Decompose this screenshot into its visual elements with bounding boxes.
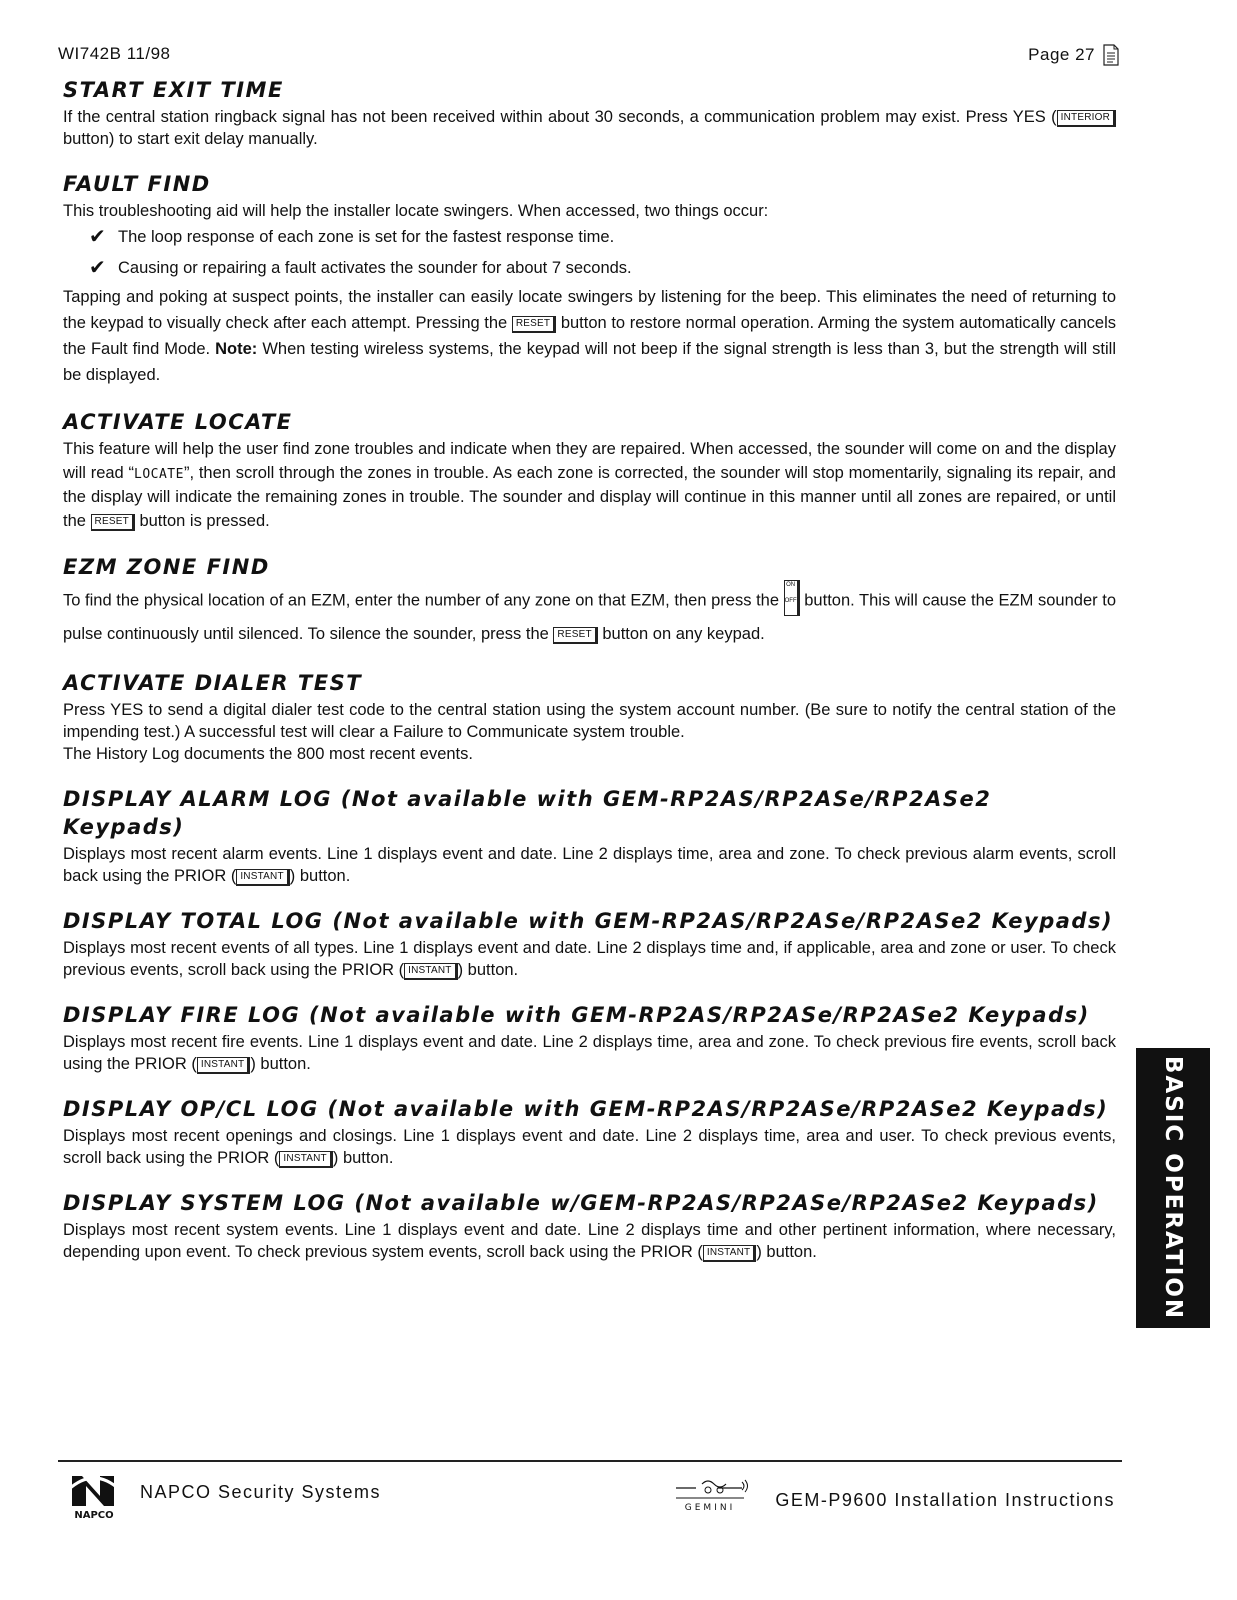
key-label-on: ON xyxy=(786,582,796,588)
section-text xyxy=(63,1031,1116,1075)
section-intro: This troubleshooting aid will help the installer locate swingers. When accessed, two things occur: xyxy=(63,202,769,220)
section-display-total-log xyxy=(63,907,1116,981)
text-run: ”, then scroll through the zones in trouble. As each zone is corrected, the sounder will stop momentarily, signaling its repair, and the display will indicate the remaining zones in trouble. The sounder and display will continue in this manner until all zones are repaired, or until the xyxy=(63,463,1116,530)
page-number xyxy=(1028,44,1119,66)
text-run: Displays most recent openings and closings. Line 1 displays event and date. Line 2 displays time, area and user. To check previous events, scroll back using the PRIOR ( xyxy=(63,1127,1116,1167)
section-title: DISPLAY OP/CL LOG (Not available with GEM-RP2AS/RP2ASe/RP2ASe2 Keypads) xyxy=(63,1097,1109,1121)
footer-divider xyxy=(58,1460,1122,1462)
instant-key-icon: INSTANT xyxy=(197,1057,250,1074)
text-run: Tapping and poking at suspect points, the installer can easily locate swingers by listening for the beep. This eliminates the need of returning to the keypad to visually check after each attempt. Pressing the xyxy=(63,288,1116,332)
napco-logo-icon xyxy=(66,1470,122,1520)
section-display-fire-log xyxy=(63,1001,1116,1075)
company-name: NAPCO Security Systems xyxy=(140,1482,382,1502)
text-run: Displays most recent system events. Line 1 displays event and date. Line 2 displays time and other pertinent information, where necessary, depending upon event. To check previous system events, scroll back using the PRIOR ( xyxy=(63,1221,1116,1261)
text-run: Displays most recent alarm events. Line 1 displays event and date. Line 2 displays time, area and zone. To check previous alarm events, scroll back using the PRIOR ( xyxy=(63,845,1116,885)
text-run: button on any keypad. xyxy=(597,625,765,643)
gemini-logo-text: GEMINI xyxy=(684,1503,736,1513)
text-run: Displays most recent fire events. Line 1 displays event and date. Line 2 displays time, area and zone. To check previous fire events, scroll back using the PRIOR ( xyxy=(63,1033,1116,1073)
reset-key-icon: RESET xyxy=(91,514,135,531)
section-text xyxy=(63,438,1116,533)
text-run: ) button. xyxy=(250,1055,311,1073)
text-run: button) to start exit delay manually. xyxy=(63,130,318,148)
gemini-logo-icon xyxy=(672,1474,752,1514)
checkmark-icon: ✔ xyxy=(89,226,106,248)
section-display-alarm-log xyxy=(63,785,1116,887)
section-text xyxy=(63,937,1116,981)
text-run: button is pressed. xyxy=(134,511,270,530)
section-title: FAULT FIND xyxy=(63,172,211,196)
bullet-item xyxy=(63,253,1116,284)
section-activate-locate xyxy=(63,408,1116,533)
page-label: Page 27 xyxy=(1028,45,1095,64)
section-title: DISPLAY SYSTEM LOG (Not available w/GEM-RP2AS/RP2ASe/RP2ASe2 Keypads) xyxy=(63,1191,1099,1215)
reset-key-icon: RESET xyxy=(553,627,597,644)
section-fault-find xyxy=(63,170,1116,388)
section-title: DISPLAY FIRE LOG (Not available with GEM-RP2AS/RP2ASe/RP2ASe2 Keypads) xyxy=(63,1003,1090,1027)
text-run: If the central station ringback signal has not been received within about 30 seconds, a communication problem may exist. Press YES ( xyxy=(63,108,1057,126)
section-activate-dialer-test xyxy=(63,669,1116,765)
section-text xyxy=(63,284,1116,388)
instant-key-icon: INSTANT xyxy=(703,1245,756,1262)
checkmark-icon: ✔ xyxy=(89,257,106,279)
section-text xyxy=(63,843,1116,887)
document-page-icon xyxy=(1103,44,1119,66)
section-title: DISPLAY TOTAL LOG (Not available with GEM-RP2AS/RP2ASe/RP2ASe2 Keypads) xyxy=(63,909,1114,933)
section-text xyxy=(63,1125,1116,1169)
section-text: Press YES to send a digital dialer test code to the central station using the system account number. (Be sure to notify the central station of the impending test.) A successful test will clear a Failure to Communicate system trouble. xyxy=(63,701,1116,741)
page-content xyxy=(63,76,1116,1283)
side-tab-label: BASIC OPERATION xyxy=(1160,1055,1186,1321)
section-ezm-zone-find xyxy=(63,553,1116,649)
section-text xyxy=(63,106,1116,150)
instant-key-icon: INSTANT xyxy=(404,963,457,980)
section-display-opcl-log xyxy=(63,1095,1116,1169)
key-label-off: OFF xyxy=(784,598,797,604)
section-display-system-log xyxy=(63,1189,1116,1263)
bullet-text: The loop response of each zone is set for the fastest response time. xyxy=(118,228,615,246)
bullet-item xyxy=(63,222,1116,253)
text-run: ) button. xyxy=(289,867,351,885)
text-run: This feature will help the user find zone troubles and indicate when they are repaired. When accessed, the sounder will come on and the display will read “ xyxy=(63,440,1116,482)
product-title: GEM-P9600 Installation Instructions xyxy=(775,1490,1115,1510)
interior-key-icon: INTERIOR xyxy=(1057,110,1116,127)
section-start-exit-time xyxy=(63,76,1116,150)
doc-id: WI742B 11/98 xyxy=(58,44,171,63)
text-run: To find the physical location of an EZM, enter the number of any zone on that EZM, then press the xyxy=(63,591,784,610)
section-title: DISPLAY ALARM LOG (Not available with GEM-RP2AS/RP2ASe/RP2ASe2 Keypads) xyxy=(63,787,992,839)
text-run: button. This will cause the EZM sounder to pulse continuously until silenced. To silence the sounder, press the xyxy=(63,591,1117,643)
text-run: ) button. xyxy=(457,961,519,979)
text-run: ) button. xyxy=(332,1149,394,1167)
section-title: ACTIVATE LOCATE xyxy=(63,410,293,434)
on-off-key-icon xyxy=(784,580,800,616)
section-text xyxy=(63,583,1116,649)
instant-key-icon: INSTANT xyxy=(279,1151,332,1168)
section-title: EZM ZONE FIND xyxy=(63,555,270,579)
text-run: Displays most recent events of all types. Line 1 displays event and date. Line 2 displays time and, if applicable, area and zone or user. To check previous events, scroll back using the PRIOR ( xyxy=(63,939,1116,979)
instant-key-icon: INSTANT xyxy=(236,869,289,886)
lcd-locate-text: LOCATE xyxy=(134,466,184,482)
section-title: ACTIVATE DIALER TEST xyxy=(63,671,363,695)
napco-logo-text: NAPCO xyxy=(74,1510,114,1520)
note-label: Note: xyxy=(215,340,258,358)
side-tab-basic-operation xyxy=(1136,1048,1210,1328)
reset-key-icon: RESET xyxy=(512,316,556,333)
section-text: The History Log documents the 800 most recent events. xyxy=(63,745,473,763)
text-run: button to restore normal operation. Arming the system automatically cancels the Fault find Mode. xyxy=(63,314,1116,358)
text-run: ) button. xyxy=(756,1243,817,1261)
section-title: START EXIT TIME xyxy=(63,78,284,102)
text-run: When testing wireless systems, the keypad will not beep if the signal strength is less than 3, but the strength will still be displayed. xyxy=(63,340,1116,384)
bullet-text: Causing or repairing a fault activates the sounder for about 7 seconds. xyxy=(118,259,632,277)
section-text xyxy=(63,1219,1116,1263)
